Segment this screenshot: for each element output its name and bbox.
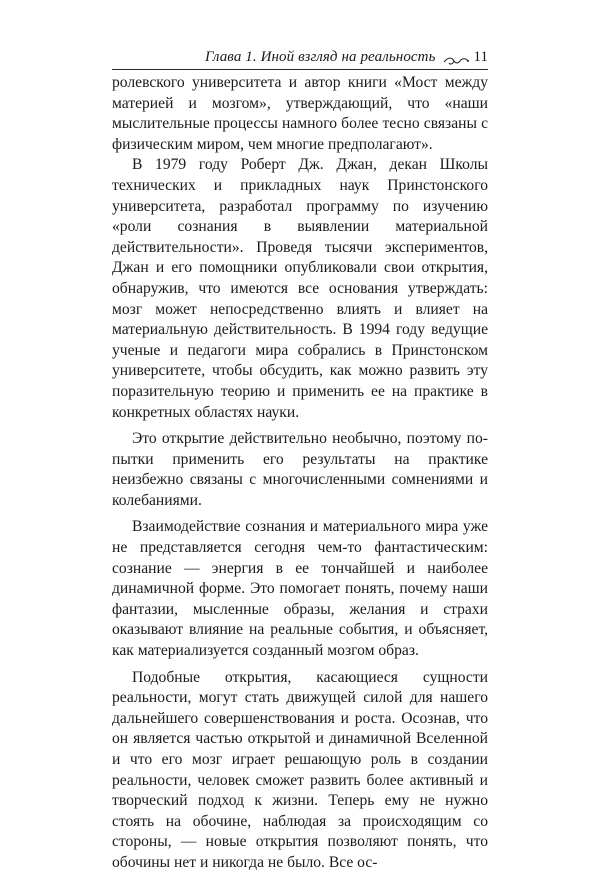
running-header (112, 48, 488, 70)
paragraph: В 1979 году Роберт Дж. Джан, декан Школы технических и прикладных наук Принстонского университета, разработал программу по изучению «роли сознания в выявлении материальной действительности». Проведя тысячи экспериментов, Джан и его помощники опубликовали свои открытия, обнаружив, что имеются все основания утверждать: мозг может непосредственно влиять и влияет на материальную действительность. В 1994 году ведущие ученые и педагоги мира собрались в Принстонском университете, чтобы обсудить, как можно развить эту поразительную теорию и применить ее на практике в конкретных областях науки. (112, 156, 488, 421)
body-text (112, 73, 488, 874)
paragraph: Это открытие действительно необычно, поэтому попытки применить его результаты на практике неизбежно связаны с многочисленными сомнениями и колебаниями. (112, 430, 488, 509)
swirl-ornament-icon (442, 55, 470, 67)
paragraph: Взаимодействие сознания и материального мира уже не представляется сегодня чем-то фантастическим: сознание — энергия в ее тончайшей и наиболее динамичной форме. Это помогает понять, почему наши фантазии, мысленные образы, желания и страхи оказывают влияние на реальные события, и объясняет, как материализуется созданный мозгом образ. (112, 518, 488, 660)
paragraph-continued: ролевского университета и автор книги «Мост между материей и мозгом», утверждающий, что «наши мыслительные процессы намного более тесно связаны с физическим миром, чем многие предполагают». (112, 74, 488, 153)
page-number: 11 (473, 49, 488, 65)
chapter-title: Глава 1. Иной взгляд на реальность (205, 49, 436, 65)
paragraph: Подобные открытия, касающиеся сущности реальности, могут стать движущей силой для нашего дальнейшего совершенствования и роста. Осознав, что он является частью открытой и динамичной Вселенной и что его мозг играет решающую роль в создании реальности, человек сможет развить более активный и творческий подход к жизни. Теперь ему не нужно стоять на обочине, наблюдая за происходящим со стороны, — новые открытия позволяют понять, что обочины нет и никогда не было. Все ос- (112, 668, 488, 871)
